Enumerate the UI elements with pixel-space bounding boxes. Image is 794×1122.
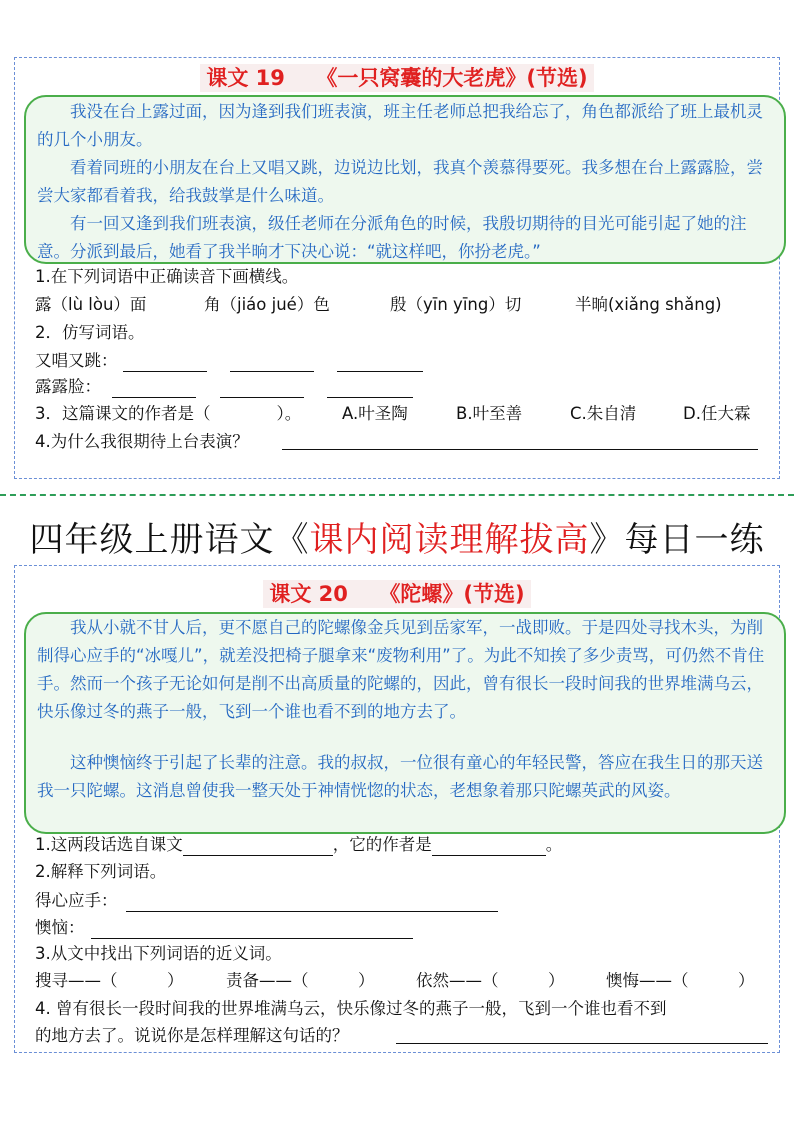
section-2-question-4-line-2: 的地方去了。说说你是怎样理解这句话的？ <box>35 1026 349 1045</box>
section-2-q2-row-b: 懊恼： <box>35 917 413 939</box>
section-2-question-2: 2.解释下列词语。 <box>35 862 167 881</box>
answer-line[interactable] <box>282 433 758 450</box>
section-1-q1-item-2: 角（jiáo jué）色 <box>204 295 330 314</box>
q2-label-b: 露露脸： <box>35 377 101 396</box>
q2-label-a: 又唱又跳： <box>35 351 118 370</box>
section-1-question-4: 4.为什么我很期待上台表演？ <box>35 432 249 451</box>
section-2-paragraph-1: 我从小就不甘人后，更不愿自己的陀螺像金兵见到岳家军，一战即败。于是四处寻找木头，为削制得心应手的“冰嘎儿”，就差没把椅子腿拿来“废物利用”了。为此不知挨了多少责骂，可仍然不肯住手。然而一个孩子无论如何是削不出高质量的陀螺的，因此，曾有很长一段时间我的世界堆满乌云，快乐像过冬的燕子一般，飞到一个谁也看不到的地方去了。 <box>37 618 765 721</box>
section-1-title: 课文 19 《一只窝囊的大老虎》(节选) <box>0 62 794 92</box>
section-1-q1-item-4: 半晌(xiǎng shǎng) <box>575 295 722 314</box>
answer-blank[interactable] <box>112 381 196 398</box>
section-1-q1-item-3: 殷（yīn yīng）切 <box>390 295 522 314</box>
answer-blank[interactable] <box>432 839 546 856</box>
q3-synonym-3: 依然——（ ） <box>416 971 565 990</box>
q3-option-c[interactable]: C.朱自清 <box>570 404 637 423</box>
section-1-paragraph-2: 看着同班的小朋友在台上又唱又跳，边说边比划，我真个羡慕得要死。我多想在台上露露脸，尝尝大家都看着我，给我鼓掌是什么味道。 <box>37 158 763 205</box>
answer-blank[interactable] <box>123 355 207 372</box>
section-separator <box>0 494 794 496</box>
section-1-q2-row-a <box>35 350 423 372</box>
section-1-paragraph-1: 我没在台上露过面，因为逢到我们班表演，班主任老师总把我给忘了，角色都派给了班上最机灵的几个小朋友。 <box>37 102 763 149</box>
answer-blank[interactable] <box>327 381 413 398</box>
section-1-question-2: 2．仿写词语。 <box>35 323 145 342</box>
answer-blank[interactable] <box>230 355 314 372</box>
answer-line[interactable] <box>126 895 498 912</box>
q3-synonym-2: 责备——（ ） <box>226 971 375 990</box>
q3-option-d[interactable]: D.任大霖 <box>683 404 751 423</box>
q3-option-b[interactable]: B.叶至善 <box>456 404 523 423</box>
answer-line[interactable] <box>91 922 413 939</box>
section-1-q1-item-1: 露（lù lòu）面 <box>35 295 147 314</box>
page-header-title: 四年级上册语文《课内阅读理解拔高》每日一练 <box>29 520 765 560</box>
q3-synonym-4: 懊悔——（ ） <box>606 971 755 990</box>
section-2-question-3: 3.从文中找出下列词语的近义词。 <box>35 944 282 963</box>
answer-blank[interactable] <box>220 381 304 398</box>
section-2-question-4-line-1: 4. 曾有很长一段时间我的世界堆满乌云，快乐像过冬的燕子一般，飞到一个谁也看不到 <box>35 999 667 1018</box>
answer-line[interactable] <box>396 1027 768 1044</box>
q3-option-a[interactable]: A.叶圣陶 <box>342 404 408 423</box>
q3-synonym-1: 搜寻——（ ） <box>35 971 184 990</box>
section-1-q2-row-b <box>35 376 413 398</box>
section-2-question-1: 1.这两段话选自课文 ，它的作者是 。 <box>35 835 563 854</box>
section-1-paragraph-3: 有一回又逢到我们班表演，级任老师在分派角色的时候，我殷切期待的目光可能引起了她的注意。分派到最后，她看了我半晌才下决心说：“就这样吧，你扮老虎。” <box>37 214 747 261</box>
section-1-question-3: 3．这篇课文的作者是（ ）。 <box>35 404 302 423</box>
answer-blank[interactable] <box>183 839 333 856</box>
section-1-question-1: 1.在下列词语中正确读音下画横线。 <box>35 267 299 286</box>
section-2-q2-row-a: 得心应手： <box>35 890 498 912</box>
answer-blank[interactable] <box>337 355 423 372</box>
section-2-title: 课文 20 《陀螺》(节选) <box>0 578 794 608</box>
section-2-paragraph-2: 这种懊恼终于引起了长辈的注意。我的叔叔，一位很有童心的年轻民警，答应在我生日的那天送我一只陀螺。这消息曾使我一整天处于神情恍惚的状态，老想象着那只陀螺英武的风姿。 <box>37 753 763 800</box>
